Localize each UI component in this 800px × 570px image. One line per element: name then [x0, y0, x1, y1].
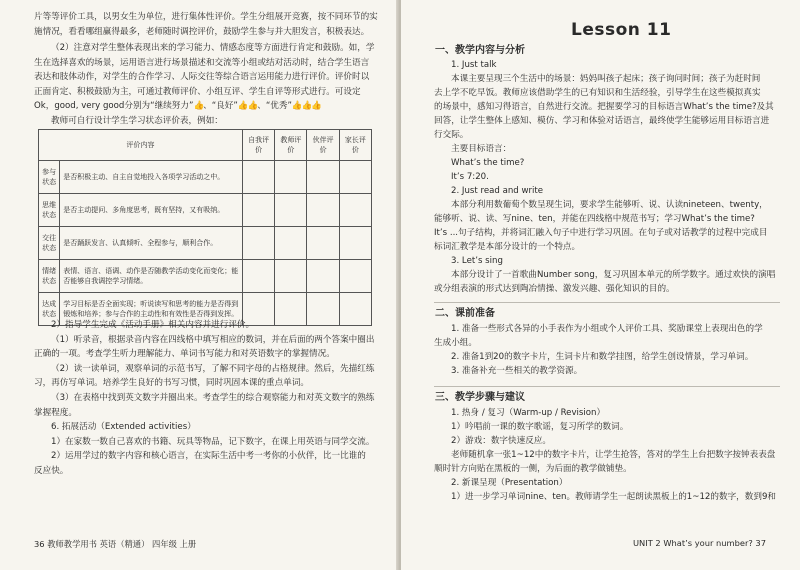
text-line: 的场景中，感知习得语言，自然进行交流。把握要学习的目标语言What’s the time?及其: [434, 102, 774, 112]
row-content: 是否踊跃发言、认真倾听、全程参与，顺利合作。: [60, 227, 243, 260]
rating-cell: [242, 260, 274, 293]
subsection-title: 3. Let’s sing: [451, 256, 503, 266]
text-line: 片等等评价工具，以男女生为单位，进行集体性评价。学生分组展开竞赛，按不同环节的实: [34, 12, 378, 22]
text-line: It’s 7:20.: [451, 172, 489, 182]
text-line: 施情况，看看哪组赢得最多，老师随时调控评价，鼓励学生参与并大胆发言，积极表达。: [34, 26, 370, 37]
right-page: [401, 0, 800, 570]
text-line: （2）读一读单词，观察单词的示范书写，了解不同字母的占格规律。然后，先描红练: [51, 363, 375, 374]
row-content: 是否积极主动、自主自觉地投入各项学习活动之中。: [60, 161, 243, 194]
text-line: 、“优秀”: [257, 101, 292, 112]
text-line: Ok，good, very good分别为“继续努力”: [34, 101, 194, 112]
table-row: [39, 194, 372, 227]
rating-cell: [275, 260, 307, 293]
text-line: 教师可自行设计学生学习状态评价表，例如：: [51, 116, 223, 126]
row-content: 表情、语言、语调、动作是否随教学活动变化而变化；能否能够自我调控学习情绪。: [60, 260, 243, 293]
lesson-title: Lesson 11: [571, 20, 672, 40]
intro-paragraph: [34, 10, 384, 39]
table-header: 评价内容: [39, 130, 243, 161]
text-line: 老师随机拿一张1~12中的数字卡片，让学生抢答，答对的学生上台把数字按钟表表盘: [451, 450, 776, 460]
text-line: 2. 准备1到20的数字卡片，生词卡片和数学挂图，给学生创设情景，学习单词。: [451, 352, 754, 362]
table-header-row: [39, 130, 372, 161]
text-line: It’s ...句子结构，并将词汇融入句子中进行学习巩固。在句子或对话教学的过程中完成目: [434, 228, 768, 238]
thumbs-up-icon: 👍: [193, 101, 204, 112]
text-line: 1. 准备一些形式各异的小手表作为小组或个人评价工具、奖励课堂上表现出色的学: [451, 324, 763, 334]
rating-cell: [242, 194, 274, 227]
subsection-title: 1. Just talk: [451, 60, 497, 70]
text-line: 本部分设计了一首歌曲Number song，复习巩固本单元的所学数字。通过欢快的演唱: [451, 270, 776, 280]
preparation-section: [434, 322, 779, 378]
text-line: 6. 拓展活动（Extended activities）: [51, 422, 196, 433]
text-line: 习，再仿写单词。培养学生良好的书写习惯，同时巩固本课的重点单词。: [34, 378, 310, 389]
table-row: [39, 227, 372, 260]
section-heading: 三、教学步骤与建议: [435, 392, 525, 403]
rating-cell: [275, 161, 307, 194]
teaching-steps-section: [434, 406, 779, 504]
thumbs-up-icon: 👍👍👍: [291, 101, 322, 112]
text-line: 本部分利用数葡萄个数呈现生词，要求学生能够听、说、认读nineteen、twenty，: [451, 200, 768, 210]
rating-cell: [307, 227, 339, 260]
rating-cell: [275, 227, 307, 260]
text-line: 1）吟唱前一课的数字歌谣，复习所学的数词。: [451, 422, 629, 432]
rating-cell: [339, 227, 371, 260]
rating-cell: [242, 161, 274, 194]
text-line: （1）听录音，根据录音内容在四线格中填写相应的数词，并在后面的两个答案中圈出: [51, 334, 375, 345]
table-header: 自我评价: [242, 130, 274, 161]
text-line: What’s the time?: [451, 158, 525, 168]
text-line: 2）游戏：数字快速反应。: [451, 436, 551, 446]
thumbs-up-icon: 👍👍: [237, 101, 258, 112]
rating-cell: [307, 260, 339, 293]
divider: [434, 386, 780, 387]
text-line: 掌握程度。: [34, 407, 77, 418]
rating-cell: [275, 194, 307, 227]
table-header: 教师评价: [275, 130, 307, 161]
table-row: [39, 260, 372, 293]
rating-scale-line: [34, 99, 384, 114]
text-line: 反应快。: [34, 465, 69, 476]
content-analysis-section: [434, 58, 779, 296]
text-line: 回答，让学生整体上感知、模仿、学习和体验对话语言，最终使学生能够运用目标语言进: [434, 116, 770, 126]
subsection-title: 2. Just read and write: [451, 186, 544, 196]
rating-cell: [307, 161, 339, 194]
text-line: 表达和肢体动作，对学生的合作学习、人际交往等综合语言运用能力进行评价。评价时以: [34, 72, 370, 83]
text-line: 标词汇教学是本部分设计的一个特点。: [434, 242, 581, 252]
section-heading: 一、教学内容与分析: [435, 45, 525, 56]
text-line: 1）进一步学习单词nine、ten。教师请学生一起朗读黑板上的1~12的数字，数到9和: [451, 492, 777, 502]
row-content: 是否主动提问、多角度思考，既有坚持，又有吸纳。: [60, 194, 243, 227]
rating-cell: [242, 227, 274, 260]
text-line: 生成小组。: [434, 338, 477, 348]
row-category: 情绪状态: [39, 260, 60, 293]
table-intro: [34, 114, 384, 129]
text-line: （3）在表格中找到英文数字并圈出来。考查学生的综合观察能力和对英文数字的熟练: [51, 392, 375, 403]
assessment-paragraph: [34, 41, 384, 114]
text-line: （2）注意对学生整体表现出来的学习能力、情感态度等方面进行肯定和鼓励。如，学: [51, 43, 375, 53]
right-page-footer: UNIT 2 What’s your number? 37: [632, 538, 766, 548]
text-line: 或分组表演的形式达到陶冶情操、激发兴趣、强化知识的目的。: [434, 284, 675, 294]
table-header: 家长评价: [339, 130, 371, 161]
text-line: 去上学不吃早饭。教师应该借助学生的已有知识和生活经验，引导学生在这些模拟真实: [434, 88, 761, 98]
text-line: 、“良好”: [203, 101, 238, 112]
text-line: 1. 热身 / 复习（Warm-up / Revision）: [451, 408, 606, 418]
text-line: 行交际。: [434, 130, 469, 140]
text-line: 能够听、说、读、写nine、ten，并能在四线格中规范书写；学习What’s the time?: [434, 214, 755, 224]
text-line: 2）指导学生完成《活动手册》相关内容并进行评价。: [51, 320, 255, 330]
table-row: [39, 161, 372, 194]
table-header: 伙伴评价: [307, 130, 339, 161]
text-line: 主要目标语言：: [451, 144, 512, 154]
evaluation-table: [38, 129, 372, 326]
text-line: 2. 新课呈现（Presentation）: [451, 478, 568, 488]
activity-book-section: [34, 318, 384, 479]
left-page: [0, 0, 399, 570]
row-category: 思维状态: [39, 194, 60, 227]
text-line: 2）运用学过的数字内容和核心语言，在实际生活中考一考你的小伙伴，比一比谁的: [51, 451, 366, 462]
rating-cell: [307, 194, 339, 227]
text-line: 3. 准备补充一些相关的教学资源。: [451, 366, 583, 376]
text-line: 正面肯定、积极鼓励为主，可通过教师评价、小组互评、学生自评等形式进行。可设定: [34, 86, 361, 97]
row-category: 达成状态: [39, 293, 60, 326]
row-category: 参与状态: [39, 161, 60, 194]
divider: [434, 302, 780, 303]
text-line: 正确的一项。考查学生听力理解能力、单词书写能力和对英语数字的掌握情况。: [34, 349, 335, 360]
rating-cell: [339, 194, 371, 227]
text-line: 生在选择喜欢的场景，运用语言进行场景描述和交流等小组或结对活动时，结合学生语言: [34, 57, 370, 68]
rating-cell: [339, 161, 371, 194]
text-line: 顺时针方向贴在黑板的一侧，为后面的教学做铺垫。: [434, 464, 632, 474]
rating-cell: [339, 260, 371, 293]
row-category: 交往状态: [39, 227, 60, 260]
text-line: 本课主要呈现三个生活中的场景：妈妈叫孩子起床；孩子询问时间；孩子为赶时间: [451, 74, 761, 84]
section-heading: 二、课前准备: [435, 308, 495, 319]
left-page-footer: 36 教师教学用书 英语（精通） 四年级 上册: [34, 539, 197, 549]
text-line: 1）在家数一数自己喜欢的书籍、玩具等物品，记下数字，在课上用英语与同学交流。: [51, 436, 375, 447]
row-content: 学习目标是否全面实现；听说读写和思考的能力是否得到锻炼和培养；参与合作的主动性和有效性是否得到发挥。: [60, 293, 243, 326]
